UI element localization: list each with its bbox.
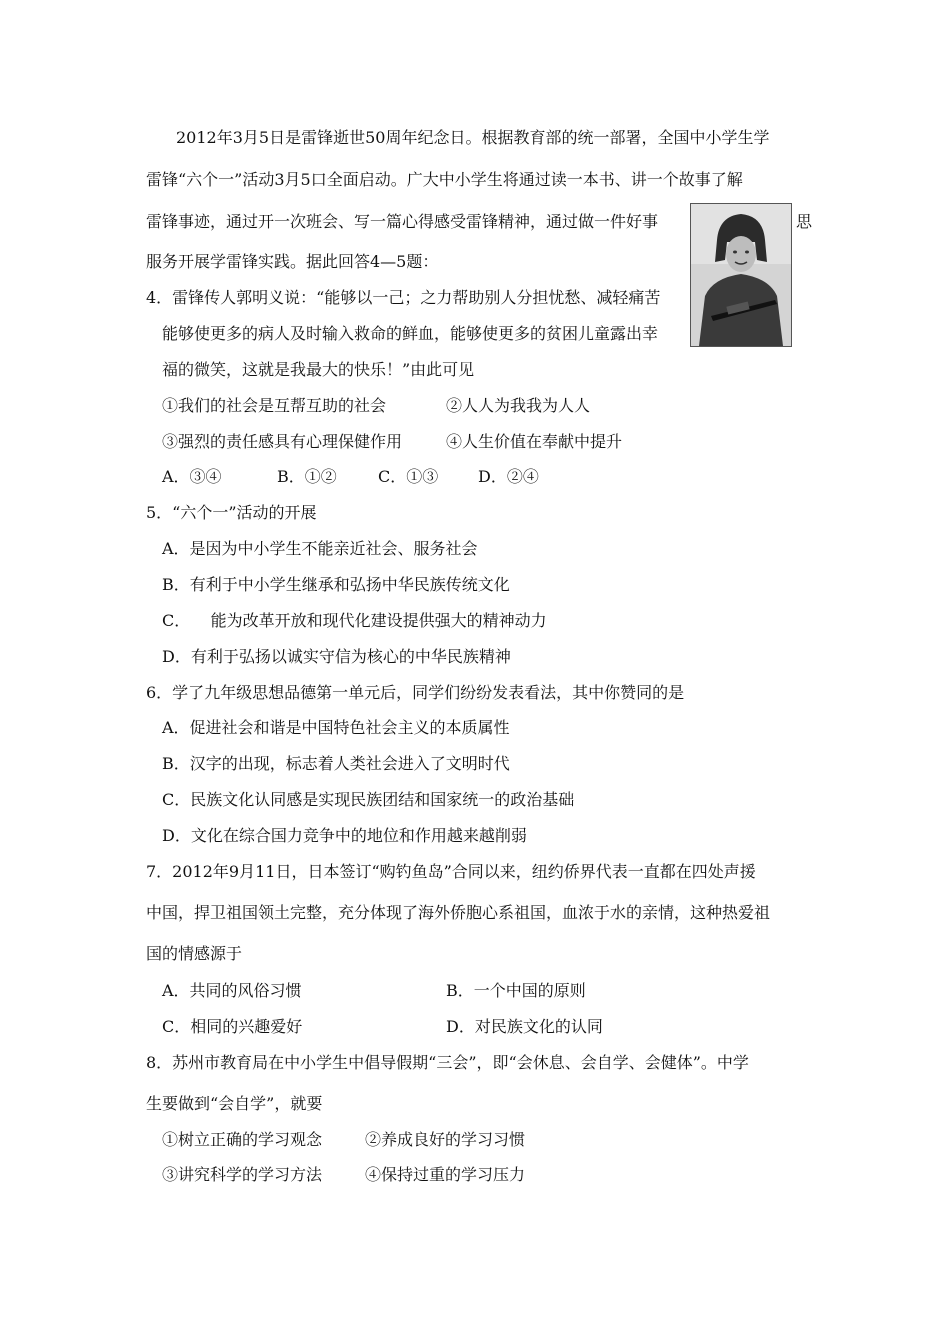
q5-choice-d: D．有利于弘扬以诚实守信为核心的中华民族精神 [162,647,511,666]
q4-option-1: ①我们的社会是互帮互助的社会 [162,396,387,415]
q8-option-4: ④保持过重的学习压力 [365,1165,526,1184]
q5-stem: 5．“六个一”活动的开展 [146,503,317,522]
q4-stem-2: 能够使更多的病人及时输入救命的鲜血，能够使更多的贫困儿童露出幸 [162,324,659,343]
q4-stem-1: 4．雷锋传人郭明义说：“能够以一己；之力帮助别人分担忧愁、减轻痛苦 [146,288,661,307]
q6-choice-d: D．文化在综合国力竞争中的地位和作用越来越削弱 [162,826,527,845]
q4-choice-d: D．②④ [478,467,539,486]
q8-option-1: ①树立正确的学习观念 [162,1130,323,1149]
intro-line-3: 雷锋事迹，通过开一次班会、写一篇心得感受雷锋精神，通过做一件好事 [146,212,659,231]
intro-line-1: 2012年3月5日是雷锋逝世50周年纪念日。根据教育部的统一部署，全国中小学生学 [176,128,770,147]
q4-choice-a: A．③④ [162,467,222,486]
q8-stem-2: 生要做到“会自学”，就要 [146,1094,323,1113]
q6-choice-b: B．汉字的出现，标志着人类社会进入了文明时代 [162,754,510,773]
q4-option-4: ④人生价值在奉献中提升 [446,432,623,451]
q4-stem-3: 福的微笑，这就是我最大的快乐！”由此可见 [162,360,475,379]
q7-stem-3: 国的情感源于 [146,944,243,963]
q5-choice-b: B．有利于中小学生继承和弘扬中华民族传统文化 [162,575,510,594]
intro-line-3-tail: 思 [796,212,813,231]
q4-choice-c: C．①③ [378,467,439,486]
q7-choice-b: B．一个中国的原则 [446,981,586,1000]
intro-line-2: 雷锋“六个一”活动3月5口全面启动。广大中小学生将通过读一本书、讲一个故事了解 [146,170,743,189]
q4-choice-b: B．①② [277,467,337,486]
q6-stem: 6．学了九年级思想品德第一单元后，同学们纷纷发表看法，其中你赞同的是 [146,683,685,702]
q8-option-3: ③讲究科学的学习方法 [162,1165,323,1184]
q8-option-2: ②养成良好的学习习惯 [365,1130,526,1149]
q7-choice-c: C．相同的兴趣爱好 [162,1017,303,1036]
q4-option-3: ③强烈的责任感具有心理保健作用 [162,432,403,451]
intro-line-4: 服务开展学雷锋实践。据此回答4—5题： [146,252,439,271]
q7-choice-a: A．共同的风俗习惯 [162,981,302,1000]
q4-option-2: ②人人为我我为人人 [446,396,591,415]
q5-choice-a: A．是因为中小学生不能亲近社会、服务社会 [162,539,478,558]
q7-choice-d: D．对民族文化的认同 [446,1017,603,1036]
q6-choice-a: A．促进社会和谐是中国特色社会主义的本质属性 [162,718,510,737]
lei-feng-photo [690,203,792,347]
q8-stem-1: 8．苏州市教育局在中小学生中倡导假期“三会”，即“会休息、会自学、会健体”。中学 [146,1053,749,1072]
q6-choice-c: C．民族文化认同感是实现民族团结和国家统一的政治基础 [162,790,575,809]
q5-choice-c: C． 能为改革开放和现代化建设提供强大的精神动力 [162,611,547,630]
q7-stem-1: 7．2012年9月11日，日本签订“购钓鱼岛”合同以来，纽约侨界代表一直都在四处声援 [146,862,756,881]
q7-stem-2: 中国，捍卫祖国领土完整，充分体现了海外侨胞心系祖国，血浓于水的亲情，这种热爱祖 [146,903,771,922]
